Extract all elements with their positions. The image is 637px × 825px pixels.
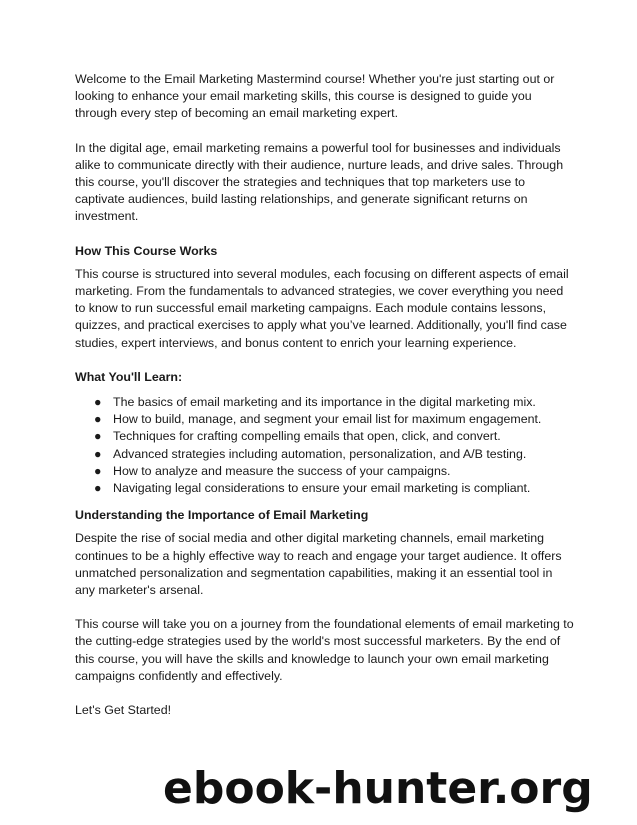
list-item-text: Advanced strategies including automation, personalization, and A/B testing.: [113, 446, 527, 461]
bullet-icon: ●: [94, 395, 102, 410]
list-item: [75, 394, 575, 411]
list-item: [75, 446, 575, 463]
list-item: [75, 463, 575, 480]
list-item-text: Techniques for crafting compelling emails that open, click, and convert.: [113, 429, 501, 444]
intro-paragraph-2: In the digital age, email marketing remains a powerful tool for businesses and individuals alike to communicate directly with their audience, nurture leads, and drive sales. Through this course, you'll discover the strategies and techniques that top marketers use to captivate audiences, build lasting relationships, and generate significant returns on investment.: [75, 140, 564, 224]
how-it-works-heading: How This Course Works: [75, 243, 218, 258]
intro-paragraph-1: Welcome to the Email Marketing Mastermind course! Whether you're just starting out or looking to enhance your email marketing skills, this course is designed to guide you through every step of becoming an email marketing expert.: [75, 72, 555, 121]
list-item-text: Navigating legal considerations to ensure your email marketing is compliant.: [113, 481, 531, 496]
bullet-icon: ●: [94, 463, 102, 478]
list-item: [75, 411, 575, 428]
document-body: [75, 71, 575, 719]
list-item-text: How to analyze and measure the success of your campaigns.: [113, 463, 451, 478]
bullet-icon: ●: [94, 481, 102, 496]
list-item-text: The basics of email marketing and its importance in the digital marketing mix.: [113, 395, 536, 410]
bullet-icon: ●: [94, 412, 102, 427]
list-item: [75, 428, 575, 445]
importance-heading: Understanding the Importance of Email Marketing: [75, 508, 369, 523]
how-it-works-paragraph: This course is structured into several modules, each focusing on different aspects of email marketing. From the fundamentals to advanced strategies, we cover everything you need to know to run successful email marketing campaigns. Each module contains lessons, quizzes, and practical exercises to apply what you’ve learned. Additionally, you'll find case studies, expert interviews, and bonus content to enrich your learning experience.: [75, 266, 569, 350]
bullet-icon: ●: [94, 446, 102, 461]
watermark: ebook-hunter.org: [163, 763, 593, 814]
what-youll-learn-heading: What You'll Learn:: [75, 369, 183, 384]
bullet-icon: ●: [94, 429, 102, 444]
closing-line: Let's Get Started!: [75, 703, 172, 718]
learn-list: [75, 394, 575, 497]
importance-paragraph-1: Despite the rise of social media and other digital marketing channels, email marketing continues to be a highly effective way to reach and engage your target audience. It offers unmatched personalization and segmentation capabilities, making it an essential tool in any marketer's arsenal.: [75, 531, 562, 598]
list-item: [75, 480, 575, 497]
list-item-text: How to build, manage, and segment your email list for maximum engagement.: [113, 412, 542, 427]
importance-paragraph-2: This course will take you on a journey from the foundational elements of email marketing to the cutting-edge strategies used by the world's most successful marketers. By the end of this course, you will have the skills and knowledge to launch your own email marketing campaigns confidently and effectively.: [75, 617, 574, 683]
